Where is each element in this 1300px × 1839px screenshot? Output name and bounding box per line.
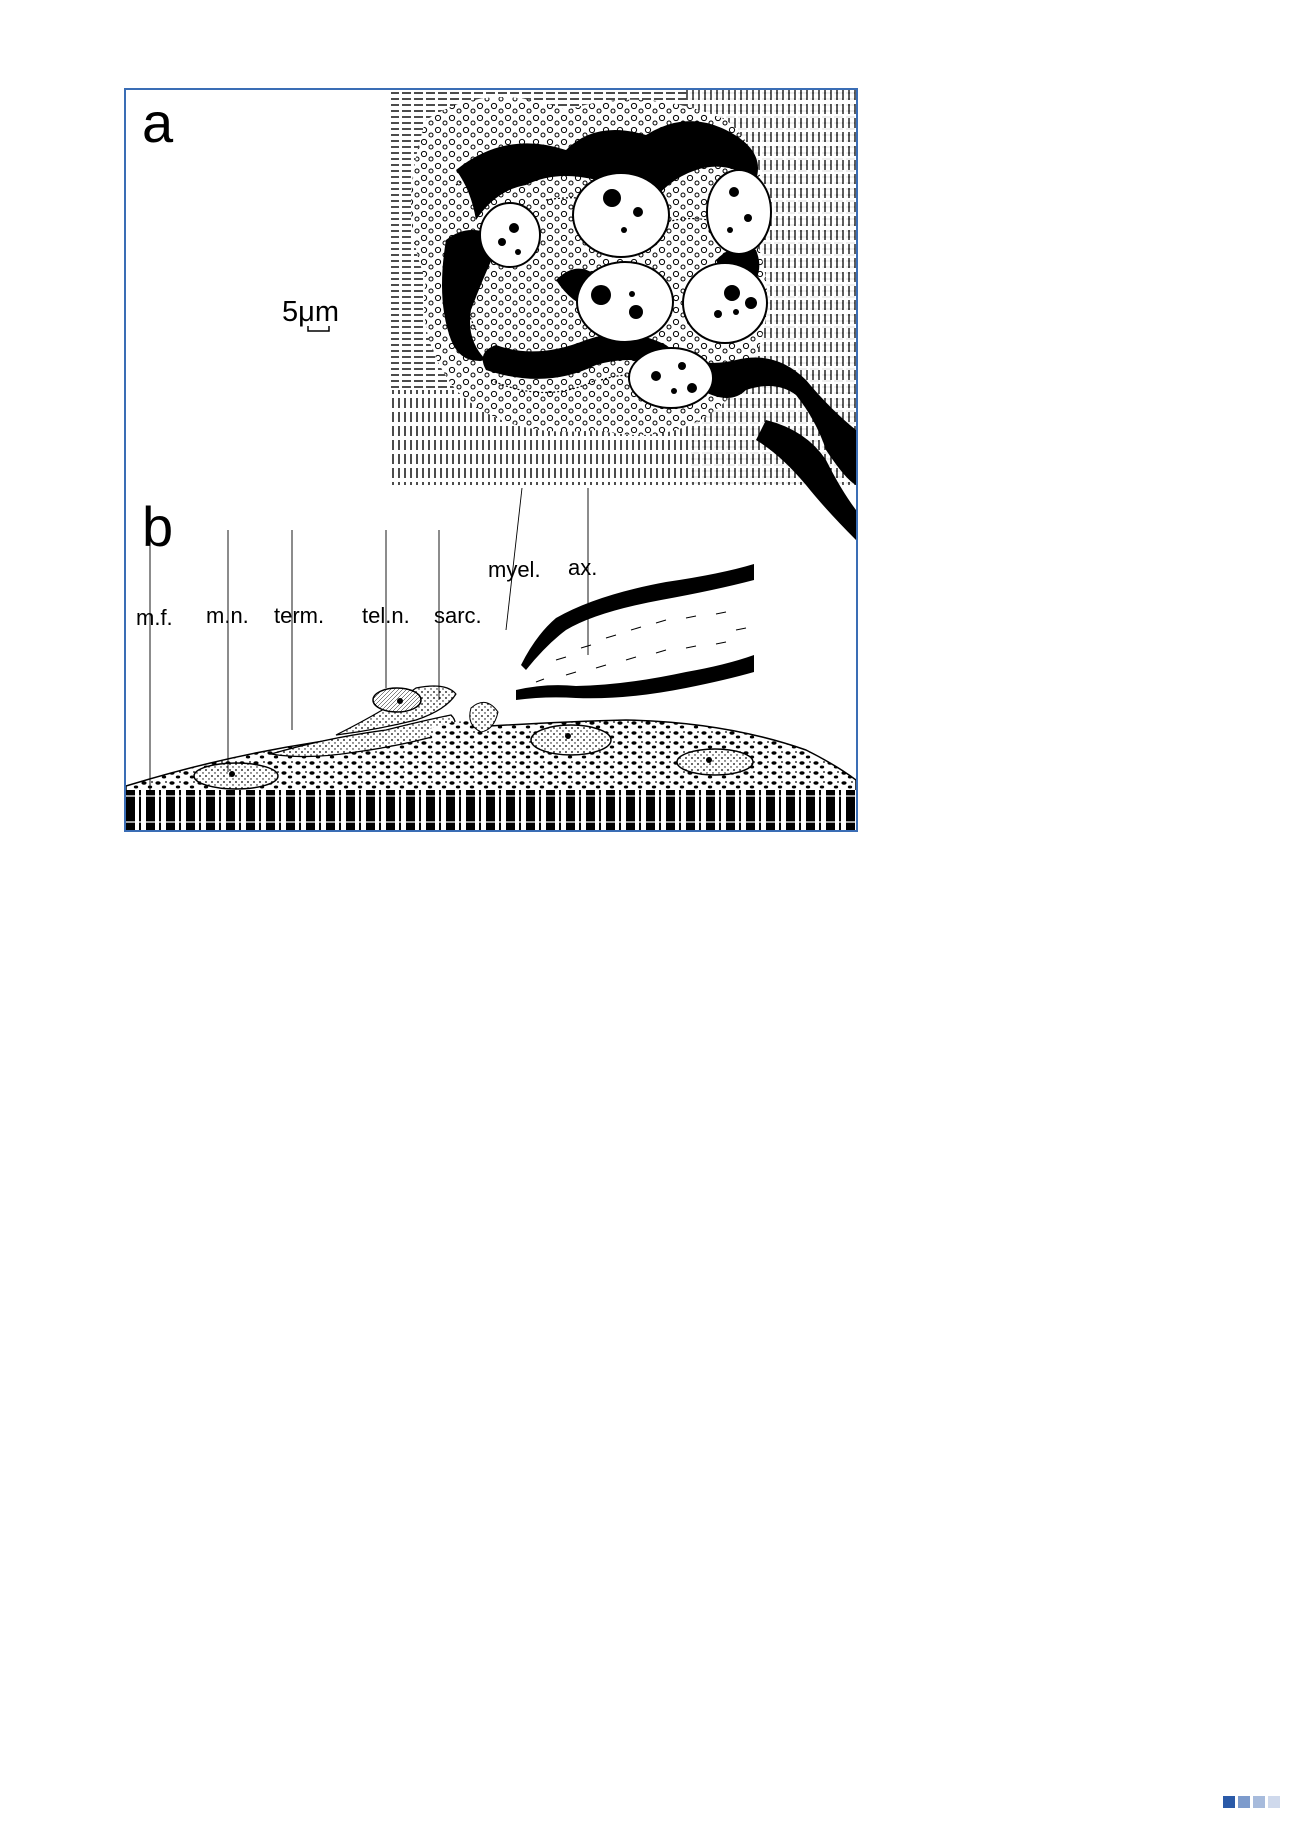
pager-square: [1253, 1796, 1265, 1808]
label-myelin: myel.: [488, 557, 541, 582]
label-teloglia-nucleus: tel.n.: [362, 603, 410, 628]
pager-square: [1223, 1796, 1235, 1808]
figure-frame: [124, 88, 858, 832]
figure-illustration: [126, 90, 856, 830]
panel-b-diagram: [126, 488, 856, 830]
pager-square: [1268, 1796, 1280, 1808]
label-sarcoplasm: sarc.: [434, 603, 482, 628]
label-muscle-fibre: m.f.: [136, 605, 173, 630]
panel-a-micrograph: [391, 90, 856, 540]
panel-a-label: a: [142, 91, 174, 154]
scale-bar-label: 5μm: [282, 296, 339, 328]
panel-b-label: b: [142, 495, 174, 558]
page-progress-icon: [1223, 1796, 1280, 1808]
pager-square: [1238, 1796, 1250, 1808]
label-muscle-nucleus: m.n.: [206, 603, 249, 628]
label-terminal: term.: [274, 603, 325, 628]
label-axon: ax.: [568, 555, 598, 580]
